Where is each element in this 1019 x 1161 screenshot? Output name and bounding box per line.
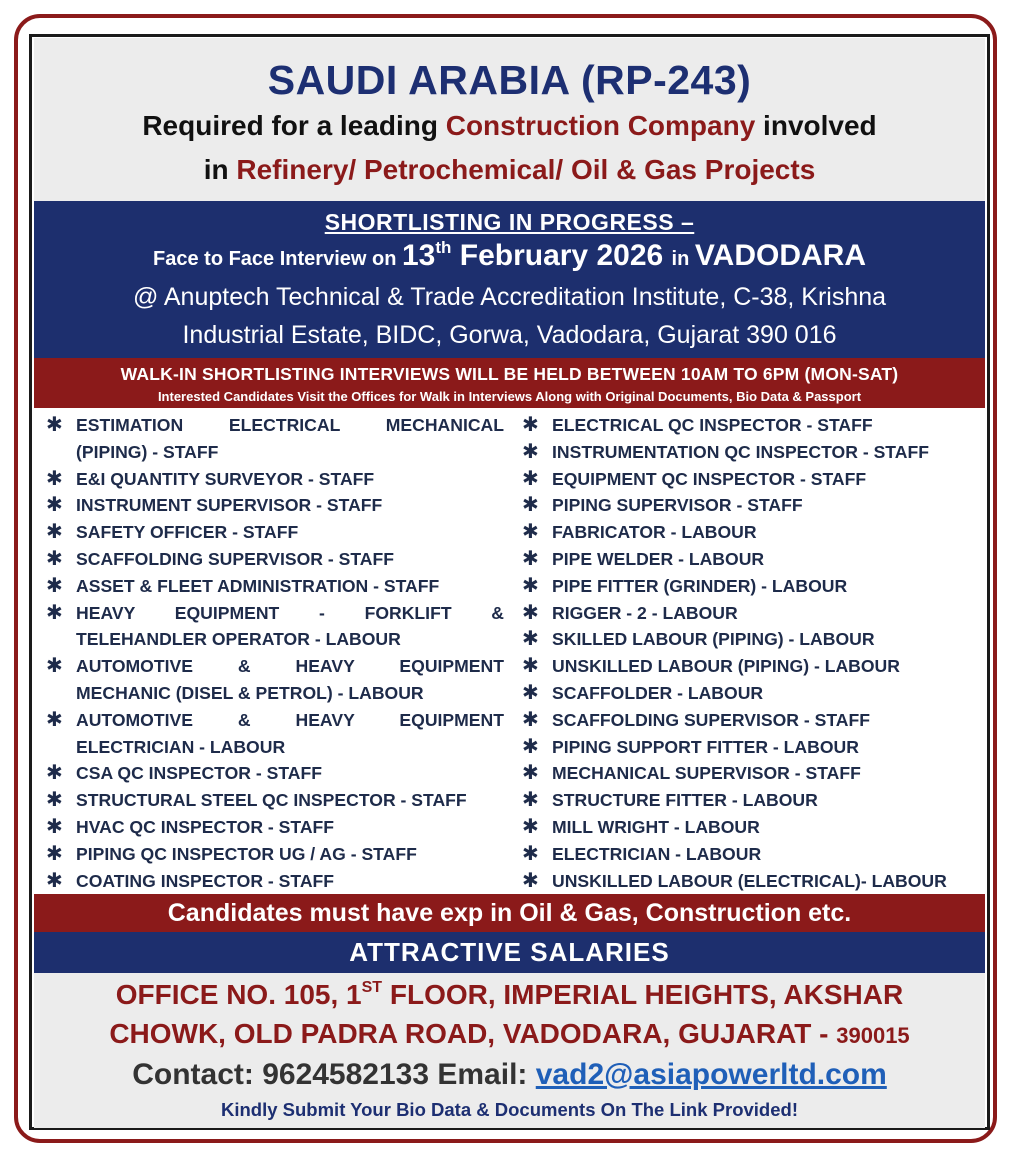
job-title: MILL WRIGHT - LABOUR bbox=[552, 816, 760, 837]
job-title: HEAVY EQUIPMENT - FORKLIFT & bbox=[76, 602, 504, 623]
asterisk-bullet-icon: ✱ bbox=[46, 547, 63, 570]
office-street: CHOWK, OLD PADRA ROAD, VADODARA, GUJARAT - bbox=[109, 1018, 837, 1049]
asterisk-bullet-icon: ✱ bbox=[522, 440, 539, 463]
job-item bbox=[522, 466, 980, 493]
footer-section bbox=[34, 973, 985, 1128]
job-title: SKILLED LABOUR (PIPING) - LABOUR bbox=[552, 629, 875, 650]
job-item bbox=[522, 519, 980, 546]
office-address-line-1 bbox=[34, 973, 985, 1012]
job-item bbox=[522, 734, 980, 761]
job-item bbox=[522, 573, 980, 600]
job-item bbox=[522, 546, 980, 573]
job-title: COATING INSPECTOR - STAFF bbox=[76, 870, 335, 891]
job-item bbox=[522, 760, 980, 787]
asterisk-bullet-icon: ✱ bbox=[46, 815, 63, 838]
asterisk-bullet-icon: ✱ bbox=[522, 547, 539, 570]
job-title: ASSET & FLEET ADMINISTRATION - STAFF bbox=[76, 575, 440, 596]
interview-date-line bbox=[34, 237, 985, 278]
job-title: UNSKILLED LABOUR (PIPING) - LABOUR bbox=[552, 656, 900, 677]
job-item bbox=[46, 707, 504, 761]
job-item bbox=[46, 546, 504, 573]
job-item bbox=[46, 412, 504, 466]
interview-day: 13 bbox=[401, 239, 436, 272]
job-item bbox=[46, 466, 504, 493]
job-title-cont: (PIPING) - STAFF bbox=[76, 441, 219, 462]
job-item bbox=[522, 868, 980, 895]
job-item bbox=[522, 707, 980, 734]
asterisk-bullet-icon: ✱ bbox=[46, 708, 63, 731]
asterisk-bullet-icon: ✱ bbox=[46, 521, 63, 544]
asterisk-bullet-icon: ✱ bbox=[522, 601, 539, 624]
job-title-cont: TELEHANDLER OPERATOR - LABOUR bbox=[76, 629, 401, 650]
job-item bbox=[46, 841, 504, 868]
interview-month-year: February 2026 bbox=[451, 239, 672, 272]
job-title: INSTRUMENTATION QC INSPECTOR - STAFF bbox=[552, 441, 929, 462]
venue-line-2: Industrial Estate, BIDC, Gorwa, Vadodara, Gujarat 390 016 bbox=[182, 321, 837, 349]
job-title-cont: ELECTRICIAN - LABOUR bbox=[76, 736, 286, 757]
interview-day-suffix: th bbox=[435, 238, 452, 257]
asterisk-bullet-icon: ✱ bbox=[46, 574, 63, 597]
company-type: Construction Company bbox=[445, 110, 756, 141]
walkin-note: Interested Candidates Visit the Offices for Walk in Interviews Along with Original Documents, Bio Data & Passport bbox=[157, 389, 862, 404]
salary-banner: ATTRACTIVE SALARIES bbox=[34, 932, 985, 973]
contact-label: Contact: 9624582133 Email: bbox=[132, 1058, 536, 1091]
job-title: AUTOMOTIVE & HEAVY EQUIPMENT bbox=[76, 656, 504, 677]
job-title: MECHANICAL SUPERVISOR - STAFF bbox=[552, 763, 861, 784]
job-title: RIGGER - 2 - LABOUR bbox=[552, 602, 738, 623]
job-title: PIPE FITTER (GRINDER) - LABOUR bbox=[552, 575, 848, 596]
requirement-text-end: involved bbox=[755, 110, 877, 141]
job-title-cont: MECHANIC (DISEL & PETROL) - LABOUR bbox=[76, 682, 424, 703]
job-list-section bbox=[34, 408, 985, 894]
office-text: OFFICE NO. 105, 1 bbox=[115, 979, 362, 1010]
asterisk-bullet-icon: ✱ bbox=[522, 708, 539, 731]
venue-line-1: @ Anuptech Technical & Trade Accreditation Institute, C-38, Krishna bbox=[132, 283, 887, 311]
office-pincode: 390015 bbox=[836, 1023, 910, 1048]
job-list-right bbox=[522, 412, 980, 894]
job-list-left bbox=[46, 412, 504, 894]
job-item bbox=[522, 600, 980, 627]
job-title: E&I QUANTITY SURVEYOR - STAFF bbox=[76, 468, 375, 489]
asterisk-bullet-icon: ✱ bbox=[46, 789, 63, 812]
job-title: EQUIPMENT QC INSPECTOR - STAFF bbox=[552, 468, 867, 489]
requirement-prefix: in bbox=[203, 154, 237, 185]
asterisk-bullet-icon: ✱ bbox=[46, 601, 63, 624]
interview-section bbox=[34, 201, 985, 358]
job-title: PIPE WELDER - LABOUR bbox=[552, 548, 765, 569]
job-title: ESTIMATION ELECTRICAL MECHANICAL bbox=[76, 415, 504, 435]
job-title: AUTOMOTIVE & HEAVY EQUIPMENT bbox=[76, 709, 504, 730]
office-address-line-2 bbox=[34, 1012, 985, 1053]
shortlisting-heading: SHORTLISTING IN PROGRESS – bbox=[324, 209, 695, 235]
job-item bbox=[46, 653, 504, 707]
asterisk-bullet-icon: ✱ bbox=[522, 628, 539, 651]
asterisk-bullet-icon: ✱ bbox=[522, 762, 539, 785]
asterisk-bullet-icon: ✱ bbox=[522, 842, 539, 865]
asterisk-bullet-icon: ✱ bbox=[522, 414, 539, 436]
job-title: ELECTRICIAN - LABOUR bbox=[552, 843, 762, 864]
job-title: PIPING SUPPORT FITTER - LABOUR bbox=[552, 736, 859, 757]
asterisk-bullet-icon: ✱ bbox=[46, 467, 63, 490]
job-title: PIPING SUPERVISOR - STAFF bbox=[552, 495, 803, 516]
job-title: ELECTRICAL QC INSPECTOR - STAFF bbox=[552, 415, 873, 435]
job-title: HVAC QC INSPECTOR - STAFF bbox=[76, 816, 335, 837]
asterisk-bullet-icon: ✱ bbox=[522, 655, 539, 678]
interview-in: in bbox=[671, 248, 695, 270]
asterisk-bullet-icon: ✱ bbox=[522, 574, 539, 597]
job-item bbox=[46, 573, 504, 600]
asterisk-bullet-icon: ✱ bbox=[522, 681, 539, 704]
job-item bbox=[522, 787, 980, 814]
project-types: Refinery/ Petrochemical/ Oil & Gas Projects bbox=[236, 154, 816, 185]
asterisk-bullet-icon: ✱ bbox=[46, 762, 63, 785]
job-item bbox=[522, 492, 980, 519]
job-item bbox=[522, 814, 980, 841]
asterisk-bullet-icon: ✱ bbox=[522, 467, 539, 490]
job-item bbox=[522, 680, 980, 707]
experience-banner: Candidates must have exp in Oil & Gas, Construction etc. bbox=[34, 894, 985, 932]
asterisk-bullet-icon: ✱ bbox=[522, 735, 539, 758]
job-title: CSA QC INSPECTOR - STAFF bbox=[76, 763, 322, 784]
header-section bbox=[34, 38, 985, 201]
job-title: SCAFFOLDING SUPERVISOR - STAFF bbox=[552, 709, 871, 730]
submit-note: Kindly Submit Your Bio Data & Documents On The Link Provided! bbox=[221, 1099, 798, 1120]
asterisk-bullet-icon: ✱ bbox=[46, 655, 63, 678]
asterisk-bullet-icon: ✱ bbox=[46, 869, 63, 892]
job-title: SCAFFOLDING SUPERVISOR - STAFF bbox=[76, 548, 395, 569]
job-item bbox=[46, 519, 504, 546]
contact-line bbox=[34, 1053, 985, 1097]
interview-city: VADODARA bbox=[694, 239, 866, 272]
walkin-timing: WALK-IN SHORTLISTING INTERVIEWS WILL BE HELD BETWEEN 10AM TO 6PM (MON-SAT) bbox=[120, 364, 899, 384]
email-link[interactable]: vad2@asiapowerltd.com bbox=[535, 1058, 887, 1091]
job-item bbox=[46, 760, 504, 787]
requirement-text: Required for a leading bbox=[142, 110, 446, 141]
job-item bbox=[46, 868, 504, 895]
job-title: SAFETY OFFICER - STAFF bbox=[76, 522, 299, 543]
asterisk-bullet-icon: ✱ bbox=[46, 414, 63, 436]
asterisk-bullet-icon: ✱ bbox=[46, 842, 63, 865]
job-title: STRUCTURAL STEEL QC INSPECTOR - STAFF bbox=[76, 790, 467, 811]
job-item bbox=[522, 653, 980, 680]
asterisk-bullet-icon: ✱ bbox=[522, 789, 539, 812]
job-title: PIPING QC INSPECTOR UG / AG - STAFF bbox=[76, 843, 417, 864]
asterisk-bullet-icon: ✱ bbox=[522, 494, 539, 517]
office-floor-suffix: ST bbox=[361, 979, 383, 996]
job-item bbox=[46, 814, 504, 841]
asterisk-bullet-icon: ✱ bbox=[522, 521, 539, 544]
requirement-line-2 bbox=[34, 148, 985, 192]
job-item bbox=[522, 439, 980, 466]
job-title: INSTRUMENT SUPERVISOR - STAFF bbox=[76, 495, 383, 516]
interview-label: Face to Face Interview on bbox=[153, 248, 402, 270]
job-item bbox=[522, 412, 980, 439]
asterisk-bullet-icon: ✱ bbox=[46, 494, 63, 517]
job-title: STRUCTURE FITTER - LABOUR bbox=[552, 790, 818, 811]
asterisk-bullet-icon: ✱ bbox=[522, 815, 539, 838]
page-title: SAUDI ARABIA (RP-243) bbox=[267, 57, 752, 103]
job-title: FABRICATOR - LABOUR bbox=[552, 522, 757, 543]
job-title: UNSKILLED LABOUR (ELECTRICAL)- LABOUR bbox=[552, 870, 947, 891]
requirement-line-1 bbox=[34, 104, 985, 148]
job-item bbox=[46, 787, 504, 814]
job-item bbox=[522, 626, 980, 653]
job-item bbox=[46, 600, 504, 654]
job-item bbox=[522, 841, 980, 868]
asterisk-bullet-icon: ✱ bbox=[522, 869, 539, 892]
office-text-cont: FLOOR, IMPERIAL HEIGHTS, AKSHAR bbox=[382, 979, 904, 1010]
walkin-section bbox=[34, 358, 985, 408]
job-item bbox=[46, 492, 504, 519]
job-title: SCAFFOLDER - LABOUR bbox=[552, 682, 764, 703]
